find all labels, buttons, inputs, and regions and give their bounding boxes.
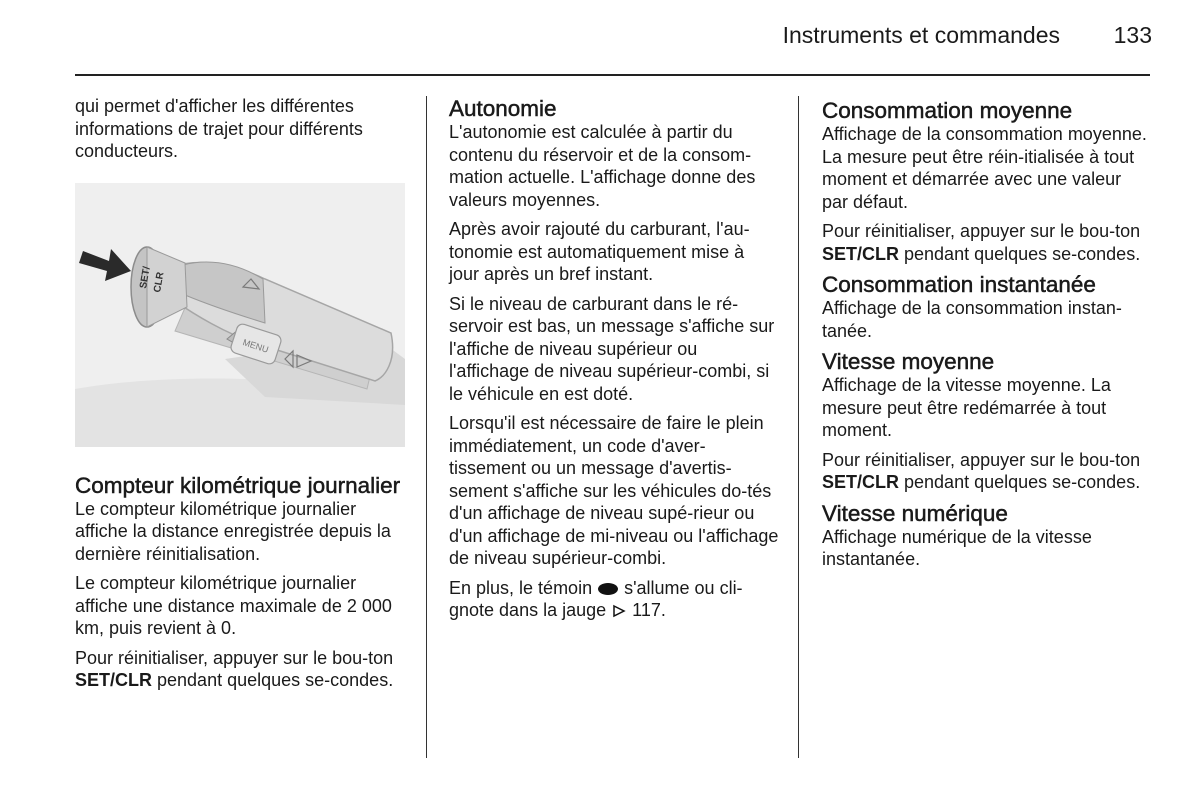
range-p3: Si le niveau de carburant dans le ré-servoir est bas, un message s'affiche sur l'affiche de niveau supérieur ou l'affichage de niveau supérieur-combi, si le véhicule en est doté. [449,293,775,404]
avg-speed-p1: Affichage de la vitesse moyenne. La mesure peut être redémarrée à tout moment. [822,375,1111,440]
heading-average-consumption: Consommation moyenne [822,98,1073,123]
heading-trip-odometer: Compteur kilométrique journalier [75,472,401,498]
figure-set-label: SET/ [138,265,153,289]
figure-menu-label: MENU [241,336,270,355]
column-1 [75,95,407,699]
set-clr-button-name: SET/CLR [822,243,900,264]
page-number: 133 [1113,22,1152,48]
range-p5: En plus, le témoin s'allume ou cli-gnote dans la jauge 117. [449,577,743,620]
figure-clr-label: CLR [152,270,167,293]
heading-average-speed: Vitesse moyenne [822,349,995,374]
heading-range: Autonomie [449,96,557,121]
digital-speed-p1: Affichage numérique de la vitesse instantanée. [822,526,1092,569]
column-divider-1 [426,96,427,758]
trip-odometer-p1: Le compteur kilométrique journalier affiche la distance enregistrée depuis la dernière réinitialisation. [75,498,391,564]
avg-consumption-p2: Pour réinitialiser, appuyer sur le bou-ton SET/CLR pendant quelques se-condes. [822,221,1141,264]
range-p4: Lorsqu'il est nécessaire de faire le plein immédiatement, un code d'aver-tissement ou un message d'avertis-sement s'affiche sur les véhicules do-tés d'un affichage de niveau supé-rieur ou d'un affichage de mi-niveau ou l'affichage de niveau supérieur-combi. [449,413,779,568]
column-2 [449,96,779,629]
fuel-warning-light-icon [597,582,619,596]
trip-odometer-p3: Pour réinitialiser, appuyer sur le bou-ton SET/CLR pendant quelques se-condes. [75,647,394,690]
page-header-title: Instruments et commandes [782,22,1060,48]
trip-odometer-p2: Le compteur kilométrique journalier affiche une distance maximale de 2 000 km, puis revient à 0. [75,573,392,638]
column-divider-2 [798,96,799,758]
range-p1: L'autonomie est calculée à partir du contenu du réservoir et de la consom-mation actuelle. L'affichage donne des valeurs moyennes. [449,122,756,210]
set-clr-button-name: SET/CLR [75,670,153,690]
range-p2: Après avoir rajouté du carburant, l'au-tonomie est automatiquement mise à jour après un bref instant. [449,219,750,284]
instant-consumption-p1: Affichage de la consommation instan-tanée. [822,298,1122,341]
avg-speed-p2: Pour réinitialiser, appuyer sur le bou-ton SET/CLR pendant quelques se-condes. [822,449,1141,492]
page-reference-arrow-icon [611,604,627,618]
heading-digital-speed: Vitesse numérique [822,500,1008,526]
header-rule [75,74,1150,76]
intro-paragraph: qui permet d'afficher les différentes informations de trajet pour différents conducteurs. [75,96,363,161]
set-clr-button-name: SET/CLR [822,472,900,492]
column-3 [822,98,1152,578]
heading-instant-consumption: Consommation instantanée [822,272,1096,297]
stalk-illustration [75,183,405,447]
avg-consumption-p1: Affichage de la consommation moyenne. La mesure peut être réin-itialisée à tout moment et démarrée avec une valeur par défaut. [822,124,1147,212]
